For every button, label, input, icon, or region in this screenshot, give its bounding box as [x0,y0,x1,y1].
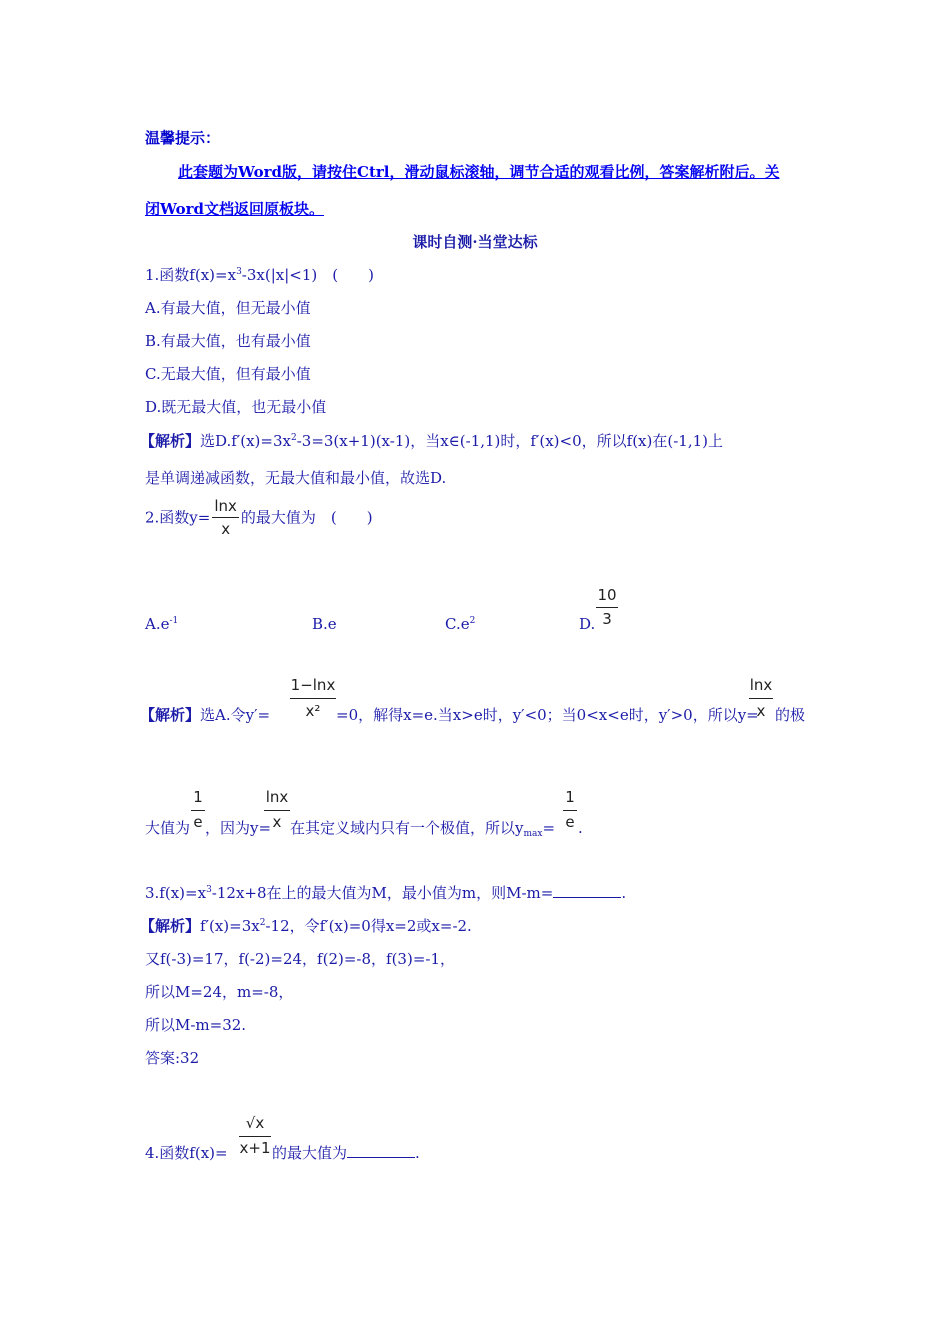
q4-stem-a: 4.函数f(x)= [145,1144,228,1162]
section-title: 课时自测·当堂达标 [412,233,538,251]
q4-answer-blank[interactable] [347,1143,415,1158]
q2-analysis-frac5-den: x [272,813,282,831]
q1-option-c: C.无最大值，但有最小值 [145,365,311,383]
q2-analysis-frac5-num: lnx [265,788,289,806]
notice-line-2[interactable]: 闭Word文档返回原板块。 [145,200,325,218]
q2-analysis-frac6-num: 1 [565,788,575,806]
q3-analysis-line-2: 又f(-3)=17，f(-2)=24，f(2)=-8，f(3)=-1， [145,950,456,968]
notice-line-1[interactable]: 此套题为Word版，请按住Ctrl，滑动鼠标滚轴，调节合适的观看比例，答案解析附后。关 [178,163,780,181]
q2-option-a: $A.e^{-1}$ [145,615,179,633]
q2-analysis-frac4-bar [191,810,205,811]
q2-analysis-frac3-den: x [756,702,766,720]
q2-analysis-frac-bar [290,698,336,699]
q1-option-a: A.有最大值，但无最小值 [145,299,311,317]
q2-analysis-frac3-bar [749,698,773,699]
q1-stem: 1.函数$f(x)=x^3-3x(|x|<1)$ ( ) [145,266,374,284]
q2-option-c: $C.e^2$ [445,615,476,633]
q2-stem: 2.函数y= $\frac{\ln x}{x}$ 的最大值为 ( ) [145,497,373,538]
q2-analysis-frac6-den: e [565,813,575,831]
q2-option-d-denominator: 3 [602,610,612,628]
q2-analysis-frac-num: 1−lnx [290,676,336,694]
q3-stem: $3.f(x)=x^3-12x+8$在上的最大值为M，最小值为m，则M-m= . [145,884,627,902]
q2-option-d-fraction-bar [596,607,618,608]
q1-analysis-line-2: 是单调递减函数，无最大值和最小值，故选D. [145,469,447,487]
q2-analysis-line-2e: . [578,819,583,837]
q2-option-b: B.e [312,615,337,633]
q2-analysis-frac3-num: lnx [749,676,773,694]
q2-analysis-frac4-num: 1 [193,788,203,806]
notice-title: 温馨提示： [145,129,221,147]
q3-answer-blank[interactable] [553,883,621,898]
q2-analysis-line-1c: 的极 [775,706,806,724]
q2-option-d-numerator: 10 [597,586,617,604]
q4-frac-num: √x [245,1114,265,1132]
q2-analysis-frac6-bar [563,810,577,811]
q4-frac-bar [239,1136,271,1137]
q2-analysis-line-1: 【解析】选A.令y′= [140,706,271,724]
q3-answer: 答案:32 [145,1049,200,1067]
q2-analysis-line-1b: =0，解得x=e.当x>e时，y′<0；当0<x<e时，y′>0，所以y= [336,706,759,724]
q3-analysis-line-3: 所以M=24，m=-8， [145,983,294,1001]
q3-analysis-line-4: 所以M-m=32. [145,1016,247,1034]
q4-stem-b: 的最大值为 . [272,1144,420,1162]
q1-option-b: B.有最大值，也有最小值 [145,332,311,350]
q2-fraction: $\frac{\ln x}{x}$ [214,497,237,538]
q2-analysis-frac4-den: e [193,813,203,831]
q1-analysis-line-1: 【解析】选$D.f'(x)=3x^2-3=3(x+1)(x-1)$，当x∈(-1,1)时，f′(x)<0，所以f(x)在(-1,1)上 [140,432,723,450]
q4-frac-den: x+1 [239,1139,271,1157]
q2-analysis-line-2c: 在其定义域内只有一个极值，所以$y_{max}=$ [290,819,556,839]
q2-analysis-line-2a: 大值为 [145,819,191,837]
q2-analysis-frac-den: x² [305,702,321,720]
q2-analysis-line-2b: ，因为y= [205,819,272,837]
q2-option-d: D. [579,615,596,633]
q2-analysis-frac5-bar [264,810,290,811]
q3-analysis-line-1: 【解析】$f'(x)=3x^2-12$，令f′(x)=0得x=2或x=-2. [140,917,472,935]
q1-option-d: D.既无最大值，也无最小值 [145,398,327,416]
